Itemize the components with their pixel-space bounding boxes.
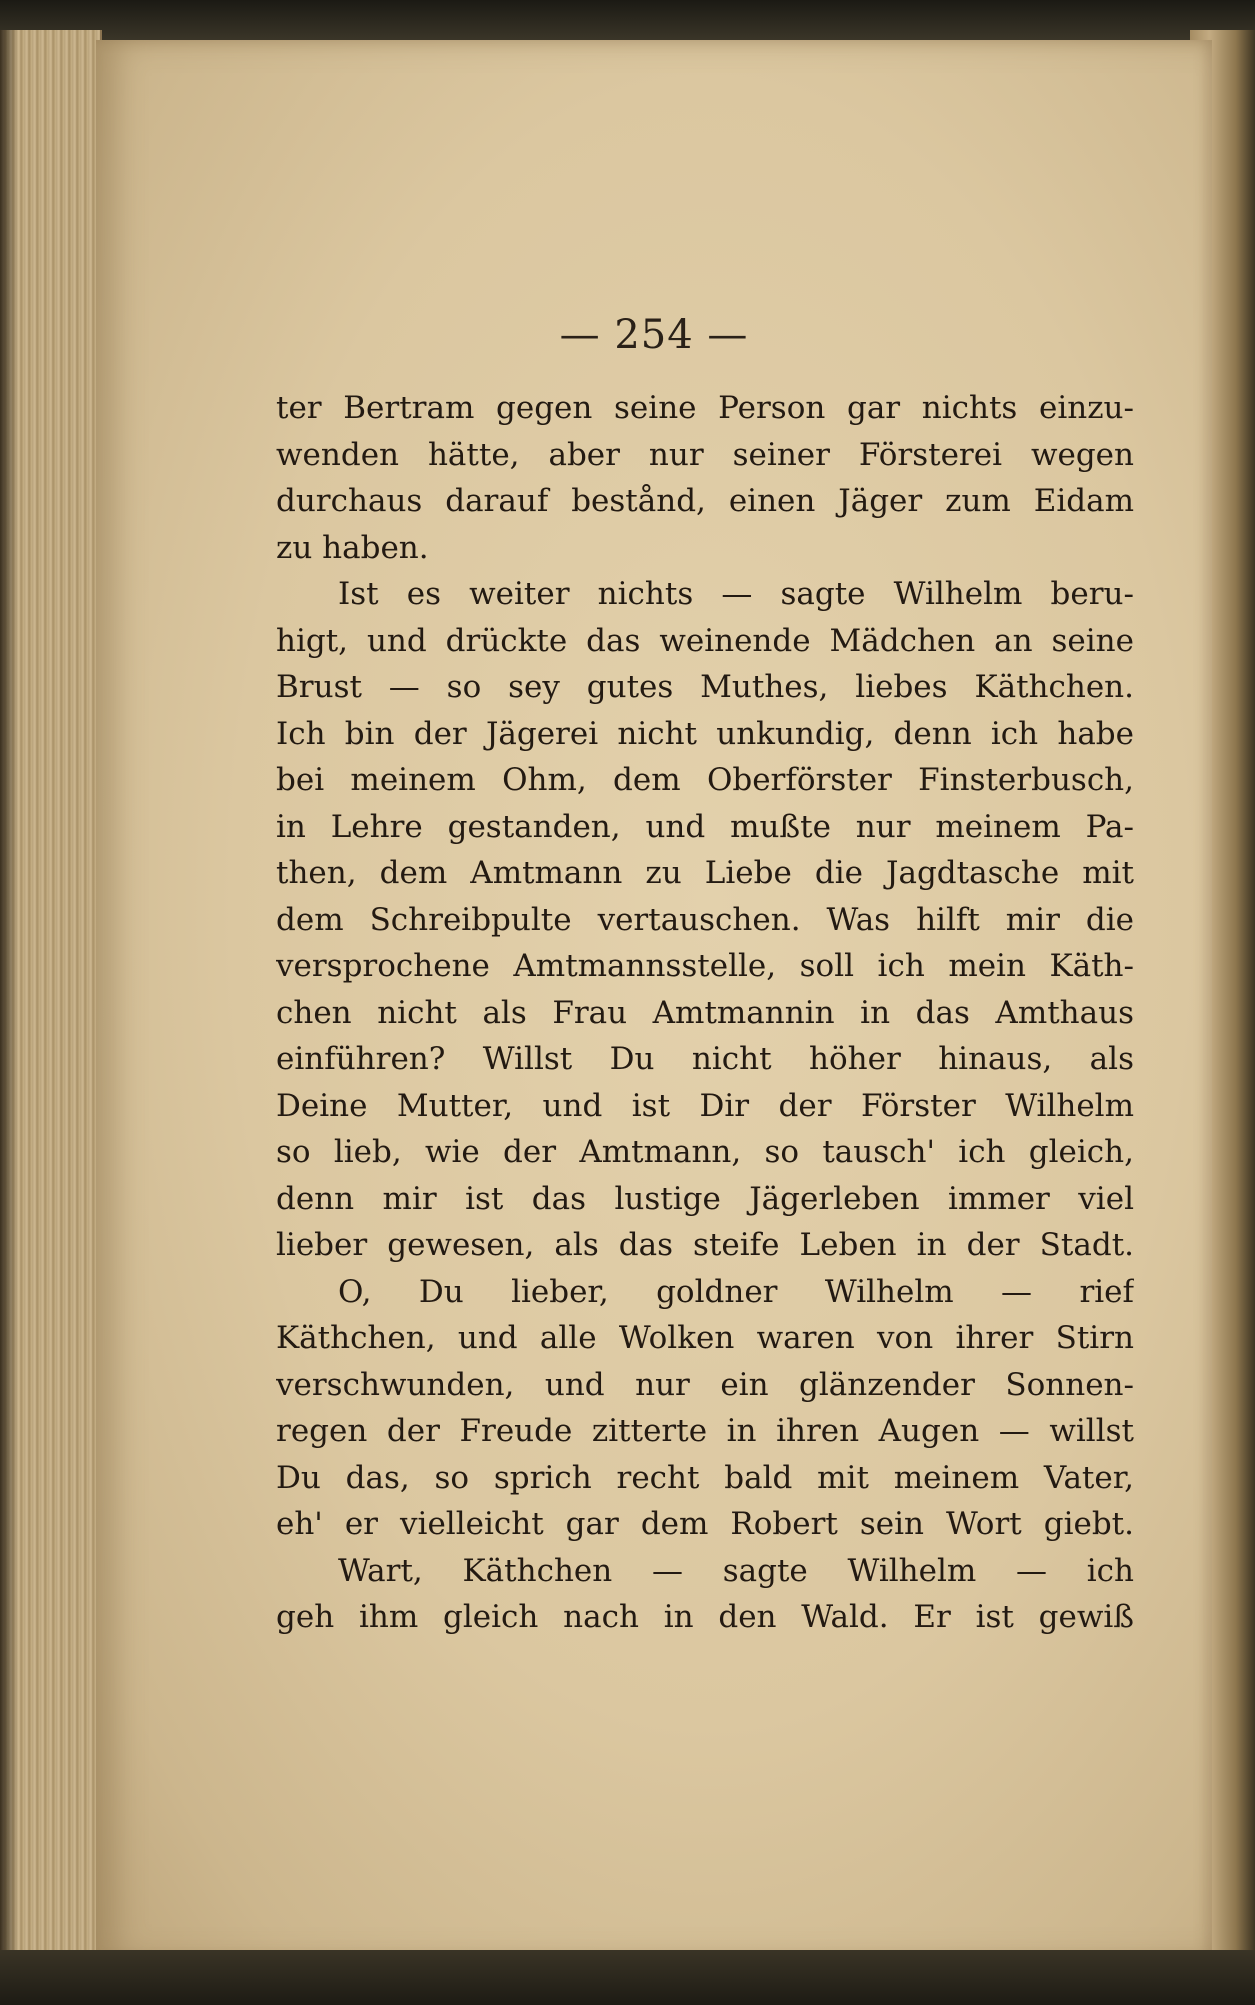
text-line: eh' er vielleicht gar dem Robert sein Wort giebt. <box>276 1506 1134 1542</box>
text-line: in Lehre gestanden, und mußte nur meinem Pa- <box>276 808 1134 845</box>
text-line: durchaus darauf bestånd, einen Jäger zum Eidam <box>276 483 1134 519</box>
page-stack-shadow <box>0 30 18 1970</box>
text-line: Wart, Käthchen — sagte Wilhelm — ich <box>338 1552 1134 1589</box>
text-line: ter Bertram gegen seine Person gar nichts einzu- <box>276 390 1134 426</box>
text-line: Ist es weiter nichts — sagte Wilhelm beru- <box>338 576 1134 612</box>
text-line: lieber gewesen, als das steife Leben in der Stadt. <box>276 1227 1134 1263</box>
text-line: Käthchen, und alle Wolken waren von ihrer Stirn <box>276 1320 1134 1356</box>
text-line: O, Du lieber, goldner Wilhelm — rief <box>338 1273 1134 1310</box>
text-line: dem Schreibpulte vertauschen. Was hilft mir die <box>276 901 1134 938</box>
text-line: zu haben. <box>276 529 429 566</box>
text-line: bei meinem Ohm, dem Oberförster Finsterbusch, <box>276 762 1134 798</box>
text-line: Ich bin der Jägerei nicht unkundig, denn ich habe <box>276 715 1134 752</box>
text-line: chen nicht als Frau Amtmannin in das Amthaus <box>276 994 1134 1031</box>
body-text <box>276 385 1134 1641</box>
text-line: Du das, so sprich recht bald mit meinem Vater, <box>276 1459 1134 1496</box>
text-line: so lieb, wie der Amtmann, so tausch' ich gleich, <box>276 1134 1134 1170</box>
text-line: geh ihm gleich nach in den Wald. Er ist gewiß <box>276 1599 1134 1635</box>
text-line: einführen? Willst Du nicht höher hinaus, als <box>276 1041 1134 1077</box>
backdrop-bottom <box>0 1950 1255 2005</box>
text-line: versprochene Amtmannsstelle, soll ich mein Käth- <box>276 948 1134 984</box>
book-page <box>96 40 1212 1960</box>
backdrop-top <box>0 0 1255 40</box>
text-line: verschwunden, und nur ein glänzender Sonnen- <box>276 1366 1134 1403</box>
text-line: Brust — so sey gutes Muthes, liebes Käthchen. <box>276 669 1134 705</box>
text-line: Deine Mutter, und ist Dir der Förster Wilhelm <box>276 1087 1134 1124</box>
page-number: — 254 — <box>559 312 749 358</box>
text-line: then, dem Amtmann zu Liebe die Jagdtasche mit <box>276 855 1134 891</box>
text-line: denn mir ist das lustige Jägerleben immer viel <box>276 1180 1134 1217</box>
text-line: regen der Freude zitterte in ihren Augen — willst <box>276 1413 1134 1449</box>
text-line: higt, und drückte das weinende Mädchen an seine <box>276 622 1134 659</box>
text-line: wenden hätte, aber nur seiner Försterei wegen <box>276 436 1134 473</box>
